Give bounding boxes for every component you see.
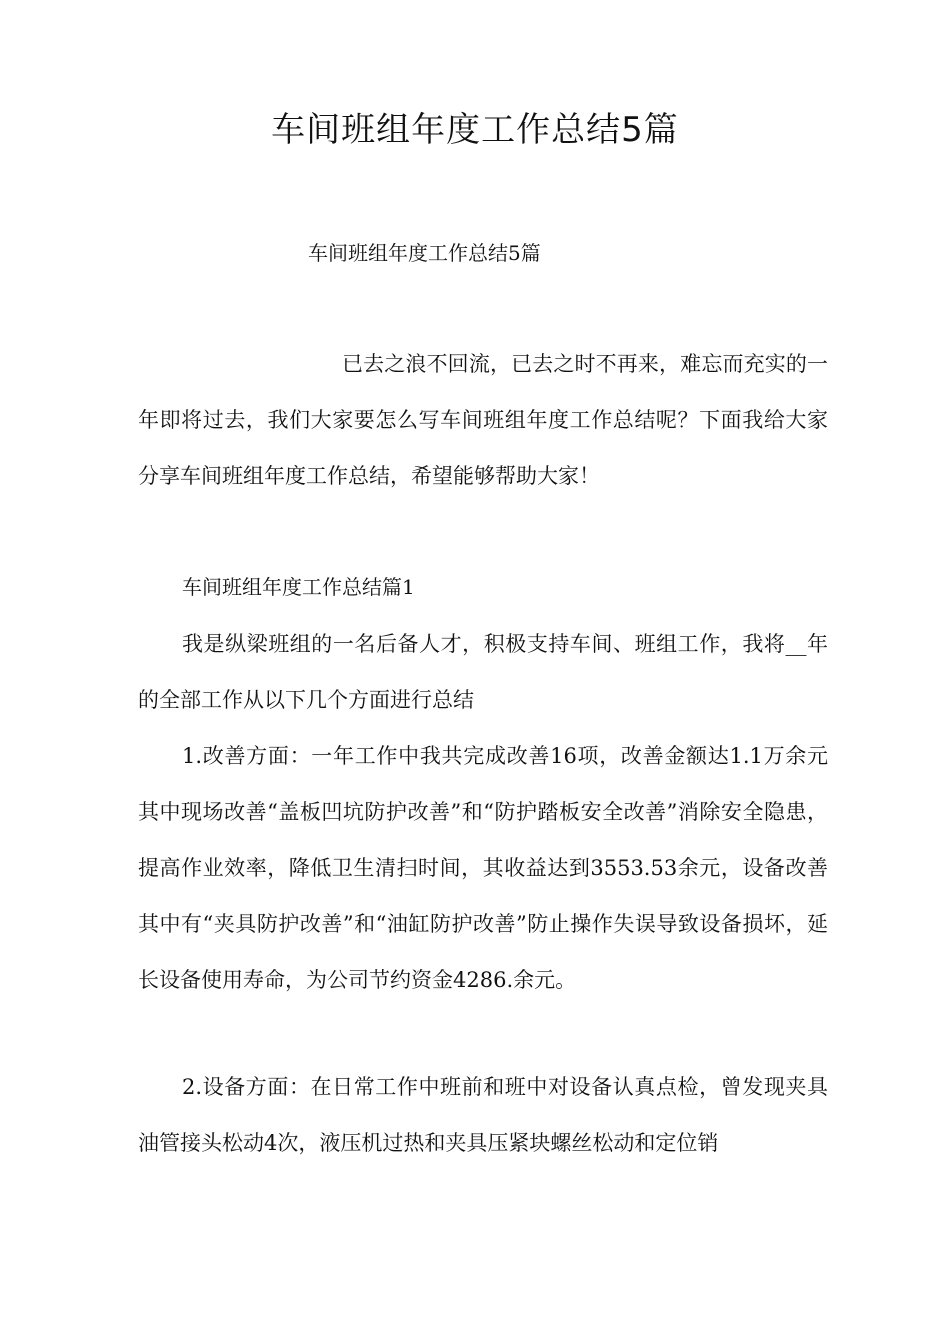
intro-paragraph: 已去之浪不回流，已去之时不再来，难忘而充实的一年即将过去，我们大家要怎么写车间班组年度工作总结呢？下面我给大家分享车间班组年度工作总结，希望能够帮助大家！ xyxy=(138,352,828,488)
body-paragraph-3: 2.设备方面：在日常工作中班前和班中对设备认真点检，曾发现夹具油管接头松动4次，液压机过热和夹具压紧块螺丝松动和定位销 xyxy=(138,1075,828,1155)
document-subtitle: 车间班组年度工作总结5篇 xyxy=(308,241,541,265)
section-heading: 车间班组年度工作总结篇1 xyxy=(182,575,415,599)
body-paragraph-1: 我是纵梁班组的一名后备人才，积极支持车间、班组工作，我将__年的全部工作从以下几个方面进行总结 xyxy=(138,632,828,712)
body-paragraph-2: 1.改善方面：一年工作中我共完成改善16项，改善金额达1.1万余元其中现场改善“盖板凹坑防护改善”和“防护踏板安全改善”消除安全隐患，提高作业效率，降低卫生清扫时间，其收益达到3553.53余元，设备改善其中有“夹具防护改善”和“油缸防护改善”防止操作失误导致设备损坏，延长设备使用寿命，为公司节约资金4286.余元。 xyxy=(138,744,828,992)
document-title: 车间班组年度工作总结5篇 xyxy=(271,110,679,150)
